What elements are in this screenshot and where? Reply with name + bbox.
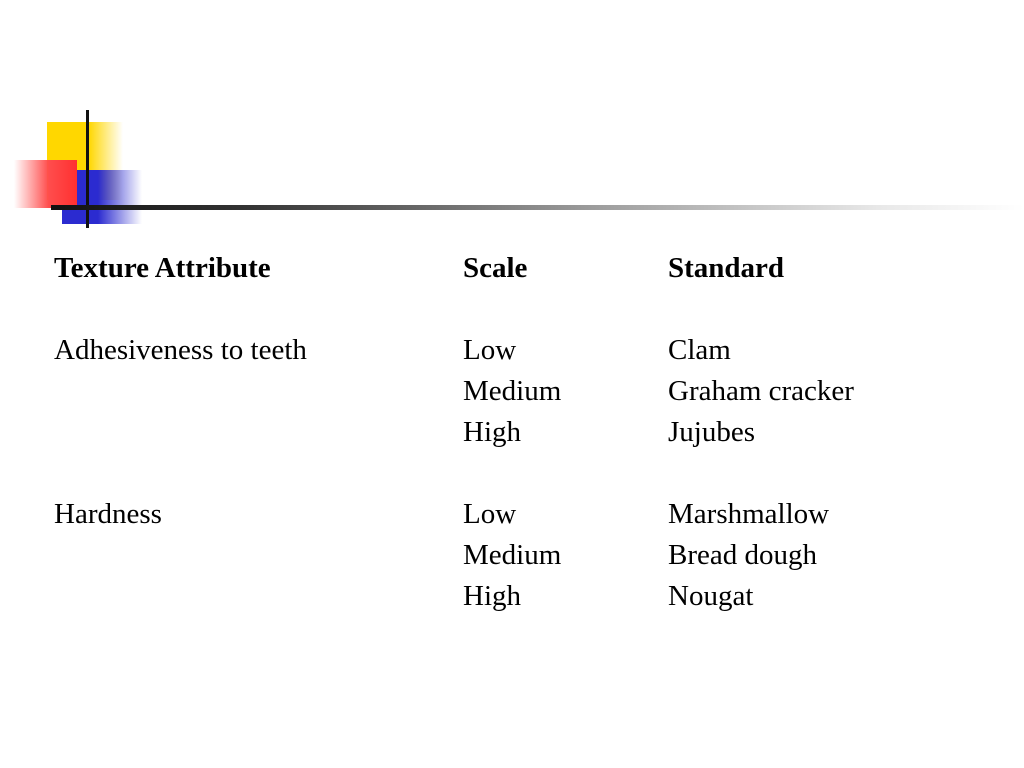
header-standard: Standard [668,252,785,284]
header-texture-attribute: Texture Attribute [54,252,271,284]
header-scale: Scale [463,252,528,284]
table-row [54,494,954,535]
scale-cell: Low [463,334,517,366]
standard-cell: Jujubes [668,416,755,448]
table-header-row [54,248,954,289]
table-row [54,576,954,617]
table-row [54,412,954,453]
vertical-rule-decoration [86,110,89,228]
spacer-row [54,289,954,330]
attribute-cell: Adhesiveness to teeth [54,334,307,366]
standard-cell: Graham cracker [668,375,854,407]
scale-cell: Medium [463,539,562,571]
table-row [54,330,954,371]
scale-cell: High [463,580,521,612]
spacer-row [54,453,954,494]
table-row [54,371,954,412]
scale-cell: Medium [463,375,562,407]
texture-table [54,248,954,617]
attribute-cell: Hardness [54,498,162,530]
standard-cell: Bread dough [668,539,817,571]
red-square-decoration [14,160,77,208]
scale-cell: High [463,416,521,448]
standard-cell: Marshmallow [668,498,830,530]
scale-cell: Low [463,498,517,530]
standard-cell: Nougat [668,580,754,612]
decorative-corner-graphic [0,0,160,240]
title-divider-rule [51,205,1024,210]
standard-cell: Clam [668,334,731,366]
table-row [54,535,954,576]
